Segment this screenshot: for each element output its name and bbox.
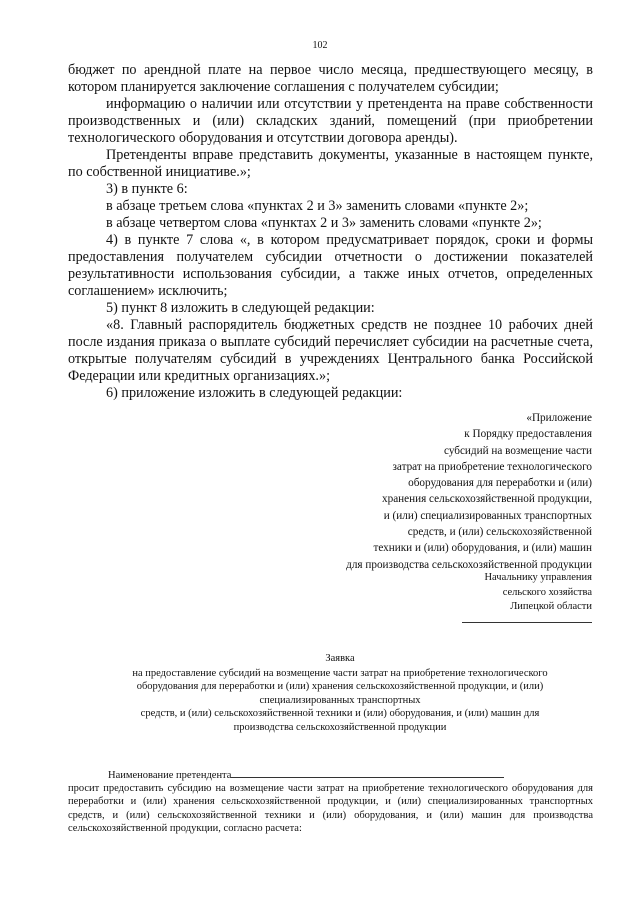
application-body [68, 768, 593, 835]
applicant-name-field[interactable] [231, 768, 504, 778]
appendix-line: субсидий на возмещение части [444, 444, 592, 457]
applicant-name-row [68, 768, 593, 782]
addressee-line: сельского хозяйства [502, 586, 592, 598]
appendix-header [262, 410, 592, 573]
appendix-line: «Приложение [526, 412, 592, 424]
addressee-block [392, 571, 592, 615]
request-text: просит предоставить субсидию на возмещение части затрат на приобретение технологического оборудования для переработки и (или) хранения сельскохозяйственной продукции, и (или) специализированных транспортных средств, и (или) сельскохозяйственной техники и (или) оборудования, и (или) машин для производства сельскохозяйственной продукции, согласно расчета: [68, 783, 593, 834]
paragraph: 6) приложение изложить в следующей редакции: [106, 385, 403, 401]
appendix-line: для производства сельскохозяйственной продукции [346, 558, 592, 571]
paragraph: бюджет по арендной плате на первое число месяца, предшествующего месяцу, в котором планируется заключение соглашения с получателем субсидии; [68, 62, 593, 95]
application-subtitle-line: оборудования для переработки и (или) хранения сельскохозяйственной продукции, и (или) [136, 681, 544, 692]
addressee-line: Начальнику управления [484, 572, 592, 583]
paragraph: информацию о наличии или отсутствии у претендента на праве собственности производственных и (или) складских зданий, помещений (при приобретении технологического оборудования и отсутствии договора аренды). [68, 96, 593, 146]
signature-line [462, 622, 592, 623]
paragraph: Претенденты вправе представить документы, указанные в настоящем пункте, по собственной инициативе.»; [68, 147, 593, 180]
applicant-label: Наименование претендента [108, 770, 232, 781]
application-subtitle-line: на предоставление субсидий на возмещение части затрат на приобретение технологического [132, 667, 548, 679]
appendix-line: хранения сельскохозяйственной продукции, [382, 493, 592, 506]
paragraph: в абзаце четвертом слова «пунктах 2 и 3» заменить словами «пункте 2»; [106, 215, 542, 231]
application-subtitle-line: специализированных транспортных [259, 694, 421, 706]
application-subtitle-line: средств, и (или) сельскохозяйственной техники и (или) оборудования, и (или) машин для [140, 708, 540, 719]
paragraph: «8. Главный распорядитель бюджетных средств не позднее 10 рабочих дней после издания приказа о выплате субсидий перечисляет субсидии на расчетные счета, открытые получателям субсидий в учреждениях Центрального банка Российской Федерации или кредитных организациях.»; [68, 317, 593, 384]
appendix-line: и (или) специализированных транспортных [383, 509, 592, 522]
paragraph: в абзаце третьем слова «пунктах 2 и 3» заменить словами «пункте 2»; [106, 198, 529, 214]
addressee-line: Липецкой области [510, 601, 592, 612]
paragraph: 4) в пункте 7 слова «, в котором предусматривает порядок, сроки и формы предоставления получателем субсидии отчетности о достижении показателей результативности использования субсидии, а также иных отчетов, определенных соглашением» исключить; [68, 232, 593, 299]
appendix-line: средств, и (или) сельскохозяйственной [407, 526, 592, 539]
main-text [68, 62, 593, 402]
appendix-line: техники и (или) оборудования, и (или) машин [373, 542, 592, 555]
page-number: 102 [312, 40, 328, 51]
appendix-line: к Порядку предоставления [464, 428, 592, 441]
appendix-line: затрат на приобретение технологического [392, 460, 592, 473]
application-subtitle-line: производства сельскохозяйственной продукции [233, 721, 447, 733]
application-title: Заявка [325, 653, 355, 664]
application-heading [90, 652, 590, 734]
paragraph: 5) пункт 8 изложить в следующей редакции: [106, 300, 375, 316]
paragraph: 3) в пункте 6: [106, 181, 188, 197]
appendix-line: оборудования для переработки и (или) [408, 477, 592, 490]
